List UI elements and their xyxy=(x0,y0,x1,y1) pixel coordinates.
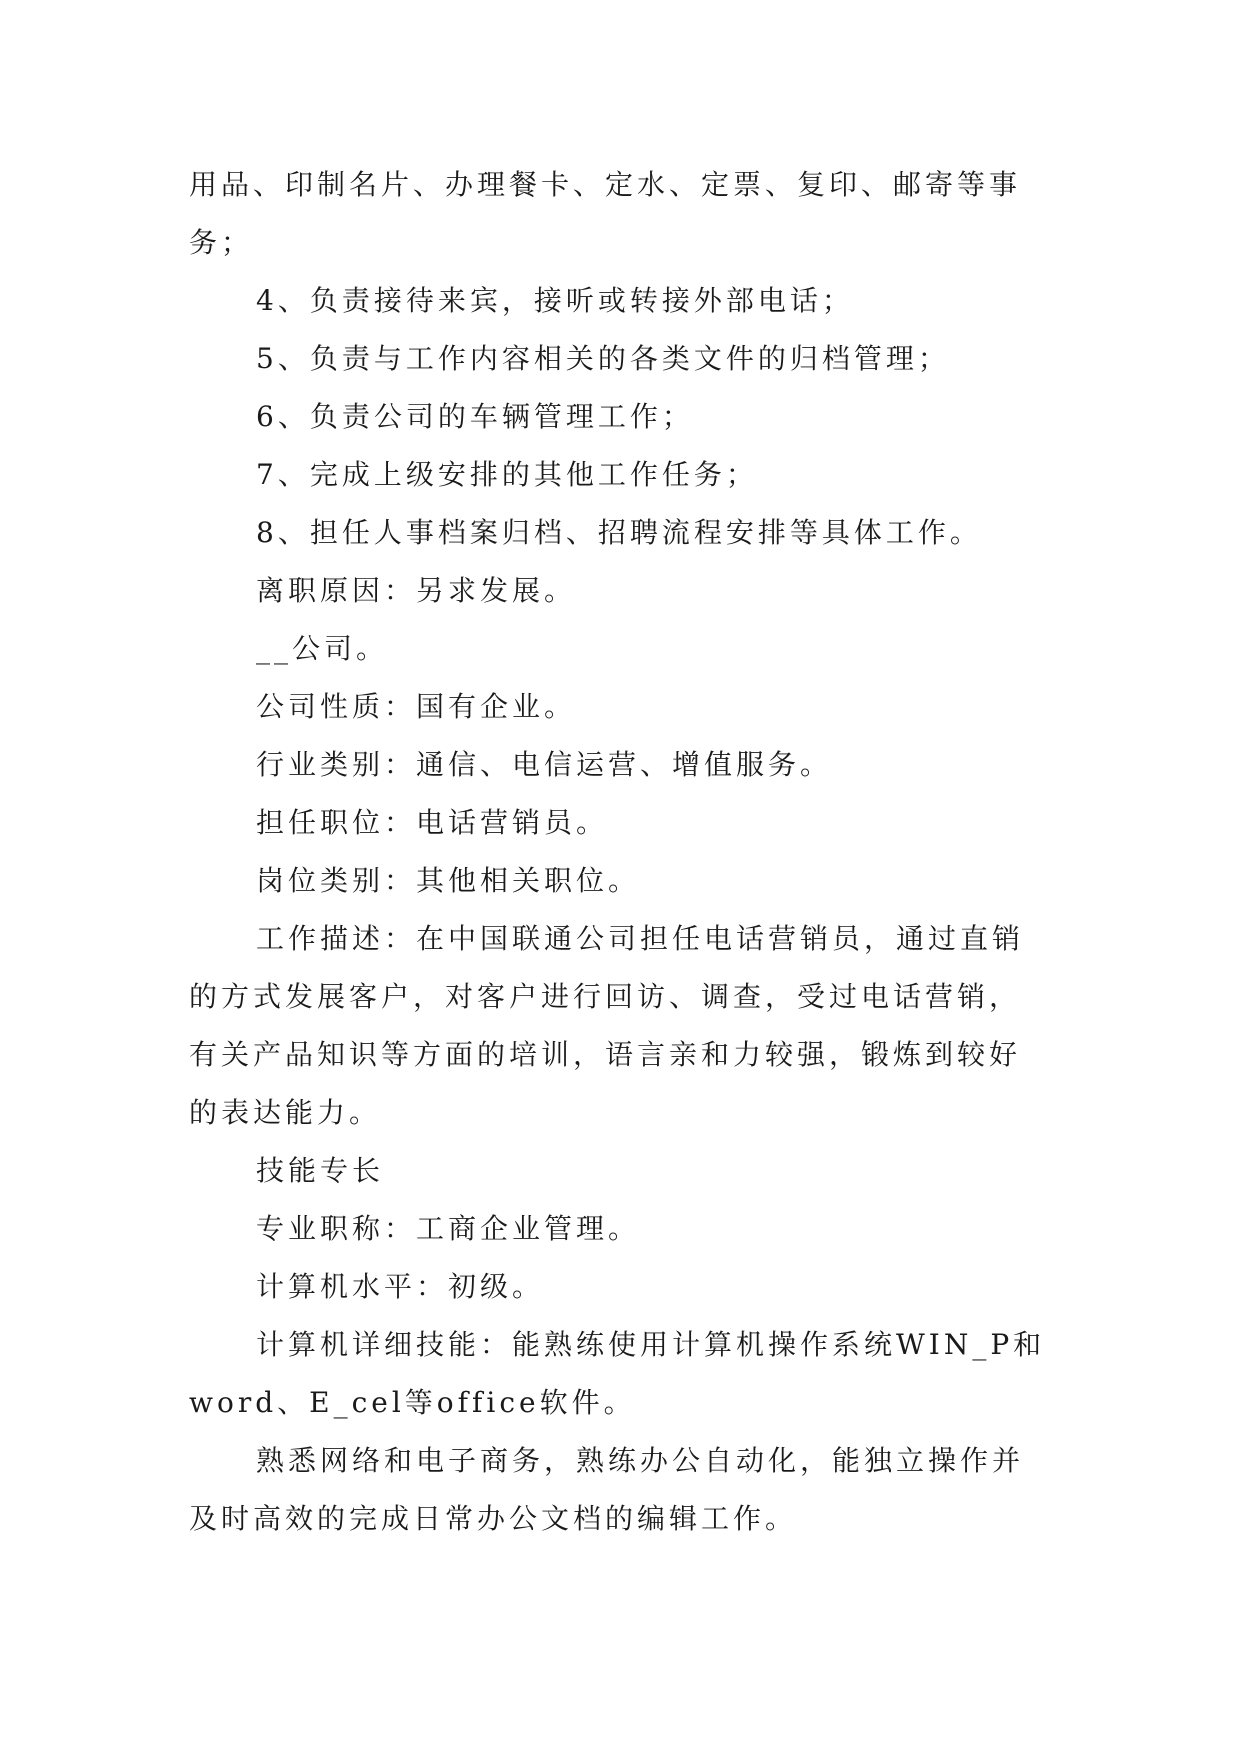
paragraph-company-name: __公司。 xyxy=(256,632,389,665)
paragraph-position: 担任职位：电话营销员。 xyxy=(256,806,609,839)
paragraph-duty-5: 5、负责与工作内容相关的各类文件的归档管理； xyxy=(256,342,950,375)
paragraph-continued-duties: 用品、印制名片、办理餐卡、定水、定票、复印、邮寄等事务； xyxy=(189,168,1022,259)
paragraph-leave-reason: 离职原因：另求发展。 xyxy=(256,574,577,607)
document-body xyxy=(189,156,1051,1548)
paragraph-duty-7: 7、完成上级安排的其他工作任务； xyxy=(256,458,758,491)
paragraph-duty-4: 4、负责接待来宾，接听或转接外部电话； xyxy=(256,284,854,317)
paragraph-company-type: 公司性质：国有企业。 xyxy=(256,690,577,723)
paragraph-duty-8: 8、担任人事档案归档、招聘流程安排等具体工作。 xyxy=(256,516,982,549)
paragraph-office-skills: 熟悉网络和电子商务，熟练办公自动化，能独立操作并及时高效的完成日常办公文档的编辑工作。 xyxy=(189,1444,1025,1535)
paragraph-computer-skills: 计算机详细技能：能熟练使用计算机操作系统WIN_P和word、E_cel等office软件。 xyxy=(189,1328,1046,1419)
paragraph-computer-level: 计算机水平：初级。 xyxy=(256,1270,545,1303)
paragraph-skills-heading: 技能专长 xyxy=(256,1154,385,1187)
paragraph-industry: 行业类别：通信、电信运营、增值服务。 xyxy=(256,748,833,781)
paragraph-duty-6: 6、负责公司的车辆管理工作； xyxy=(256,400,694,433)
paragraph-job-description: 工作描述：在中国联通公司担任电话营销员，通过直销的方式发展客户，对客户进行回访、调查，受过电话营销，有关产品知识等方面的培训，语言亲和力较强，锻炼到较好的表达能力。 xyxy=(189,922,1025,1129)
paragraph-professional-title: 专业职称：工商企业管理。 xyxy=(256,1212,641,1245)
paragraph-position-category: 岗位类别：其他相关职位。 xyxy=(256,864,641,897)
